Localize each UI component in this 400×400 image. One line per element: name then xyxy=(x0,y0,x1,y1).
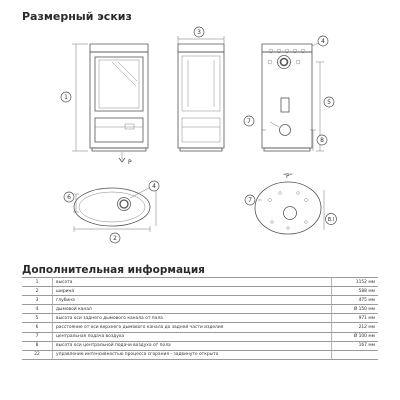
row-value: Ø 100 мм xyxy=(332,332,379,341)
table-row xyxy=(22,305,378,314)
rear-view-drawing xyxy=(262,44,324,151)
svg-text:1: 1 xyxy=(64,94,68,101)
row-value: 971 мм xyxy=(332,314,379,323)
row-label: дымовой канал xyxy=(53,305,332,314)
front-view-drawing xyxy=(72,44,148,162)
row-label: расстояние от оси верхнего дымового канала до задней части изделия xyxy=(53,323,332,332)
row-value: 475 мм xyxy=(332,296,379,305)
specs-table xyxy=(22,277,378,360)
row-number: 2 xyxy=(22,287,53,296)
svg-text:3: 3 xyxy=(197,29,201,36)
row-value: 1152 мм xyxy=(332,278,379,287)
callout-1 xyxy=(61,92,71,102)
table-row xyxy=(22,296,378,305)
row-value: 588 мм xyxy=(332,287,379,296)
row-label: глубина xyxy=(53,296,332,305)
row-number: 3 xyxy=(22,296,53,305)
row-label: центральная подача воздуха xyxy=(53,332,332,341)
svg-text:4: 4 xyxy=(321,38,325,45)
row-number: 4 xyxy=(22,305,53,314)
table-row xyxy=(22,341,378,350)
row-value: 212 мм xyxy=(332,323,379,332)
view-p-drawing xyxy=(255,182,324,234)
row-number: 22 xyxy=(22,350,53,359)
svg-text:7: 7 xyxy=(248,197,252,204)
callout-3 xyxy=(194,27,204,37)
table-row xyxy=(22,278,378,287)
view-p-title xyxy=(283,173,293,180)
svg-text:4: 4 xyxy=(152,183,156,190)
callout-4-top xyxy=(130,181,159,198)
table-row xyxy=(22,332,378,341)
row-number: 8 xyxy=(22,341,53,350)
row-number: 1 xyxy=(22,278,53,287)
row-label: высота оси центральной подачи воздуха от пола xyxy=(53,341,332,350)
row-value: Ø 150 мм xyxy=(332,305,379,314)
callout-6 xyxy=(64,192,74,202)
callout-7-bottom xyxy=(245,195,255,205)
svg-text:P: P xyxy=(128,159,132,166)
svg-text:8: 8 xyxy=(320,137,324,144)
callout-4-rear xyxy=(312,36,328,46)
table-row xyxy=(22,350,378,359)
row-label: управление интенсивностью процесса сгорания - задвинуто открыто xyxy=(53,350,332,359)
svg-text:6: 6 xyxy=(67,194,71,201)
table-row xyxy=(22,314,378,323)
top-view-drawing xyxy=(73,188,156,232)
svg-text:7: 7 xyxy=(247,118,251,125)
row-value: 167 мм xyxy=(332,341,379,350)
row-number: 6 xyxy=(22,323,53,332)
callout-8 xyxy=(317,135,327,145)
row-label: высота оси заднего дымового канала от пола xyxy=(53,314,332,323)
row-value xyxy=(332,350,379,359)
svg-text:2: 2 xyxy=(113,235,117,242)
table-row xyxy=(22,323,378,332)
row-label: высота xyxy=(53,278,332,287)
callout-7-rear xyxy=(244,116,254,126)
callout-bi xyxy=(326,214,337,225)
svg-text:5: 5 xyxy=(327,99,331,106)
callout-2 xyxy=(110,233,120,243)
info-title: Дополнительная информация xyxy=(22,264,205,276)
table-row xyxy=(22,287,378,296)
row-number: 5 xyxy=(22,314,53,323)
row-label: ширина xyxy=(53,287,332,296)
callout-p-arrow-label xyxy=(128,159,132,166)
svg-text:B.I: B.I xyxy=(327,217,335,223)
side-view-drawing xyxy=(178,36,224,151)
callout-5 xyxy=(324,97,334,107)
svg-text:“P”: “P” xyxy=(283,173,293,180)
sketch-title: Размерный эскиз xyxy=(22,10,132,23)
row-number: 7 xyxy=(22,332,53,341)
